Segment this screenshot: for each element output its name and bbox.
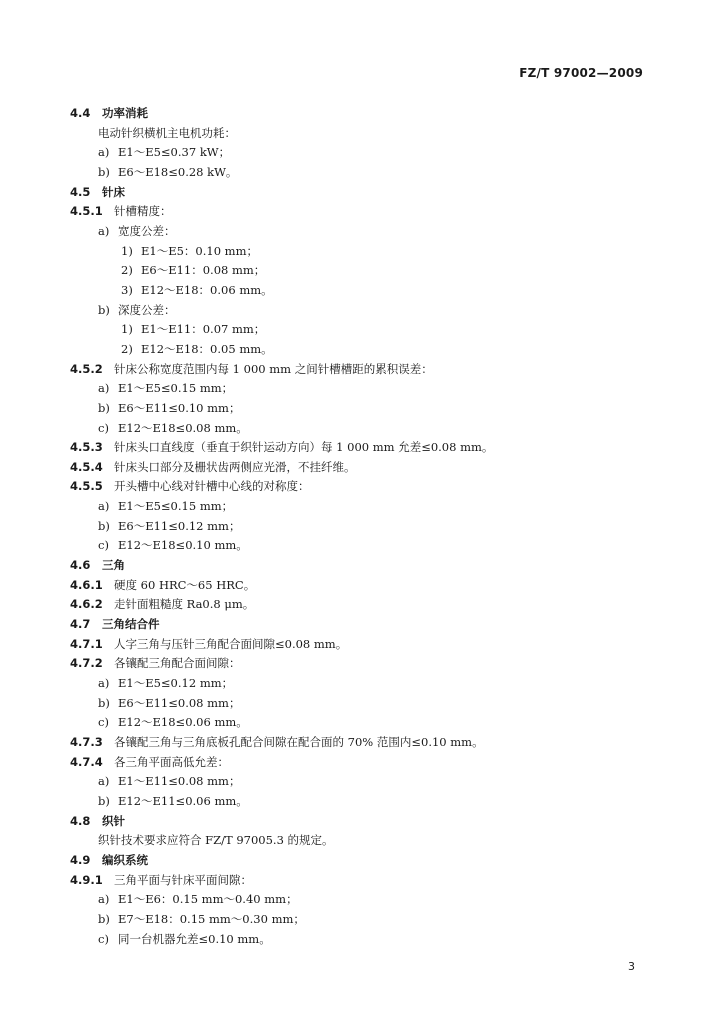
list-item-text: E1～E11≤0.08 mm； bbox=[118, 774, 241, 789]
clause-text: 功率消耗 bbox=[102, 106, 148, 120]
list-item-label: b) bbox=[98, 911, 110, 926]
clause-text: 各镶配三角与三角底板孔配合间隙在配合面的 70% 范围内≤0.10 mm。 bbox=[114, 735, 484, 749]
list-item bbox=[70, 243, 650, 263]
list-item-label: b) bbox=[98, 302, 110, 317]
list-item-label: c) bbox=[98, 931, 109, 946]
list-item bbox=[70, 891, 650, 911]
clause-number: 4.5.2 bbox=[70, 361, 103, 376]
clause-heading bbox=[70, 459, 650, 479]
list-item-text: 宽度公差： bbox=[118, 223, 176, 238]
list-item bbox=[70, 773, 650, 793]
list-item-label: 1) bbox=[121, 243, 133, 258]
list-item bbox=[70, 714, 650, 734]
list-item-text: E12～E18≤0.08 mm。 bbox=[118, 420, 248, 435]
clause-number: 4.7 bbox=[70, 617, 91, 632]
list-item-label: c) bbox=[98, 420, 109, 435]
list-item bbox=[70, 518, 650, 538]
list-item bbox=[70, 537, 650, 557]
list-item bbox=[70, 400, 650, 420]
clause-heading bbox=[70, 361, 650, 381]
clause-number: 4.7.3 bbox=[70, 735, 103, 749]
clause-text: 针床公称宽度范围内每 1 000 mm 之间针槽槽距的累积误差： bbox=[114, 361, 433, 376]
list-item-text: E1～E5：0.10 mm； bbox=[141, 243, 258, 258]
paragraph bbox=[70, 125, 650, 145]
list-item bbox=[70, 911, 650, 931]
list-item-label: a) bbox=[98, 381, 110, 396]
list-item bbox=[70, 695, 650, 715]
list-item bbox=[70, 498, 650, 518]
list-item-label: a) bbox=[98, 145, 110, 160]
list-item bbox=[70, 302, 650, 322]
list-item-text: E6～E11≤0.08 mm； bbox=[118, 695, 241, 710]
list-item-label: b) bbox=[98, 164, 110, 179]
clause-heading bbox=[70, 754, 650, 774]
clause-text: 三角平面与针床平面间隙： bbox=[114, 872, 252, 887]
paragraph bbox=[70, 832, 650, 852]
clause-number: 4.6.1 bbox=[70, 577, 103, 592]
list-item bbox=[70, 420, 650, 440]
paragraph-text: 电动针织横机主电机功耗： bbox=[98, 125, 236, 140]
clause-number: 4.5.3 bbox=[70, 440, 103, 455]
clause-heading bbox=[70, 872, 650, 892]
list-item bbox=[70, 931, 650, 951]
clause-heading bbox=[70, 184, 650, 204]
clause-text: 针槽精度： bbox=[114, 204, 172, 219]
list-item-label: 1) bbox=[121, 322, 133, 337]
list-item-text: E12～E18：0.06 mm。 bbox=[141, 282, 273, 297]
list-item-text: E1～E11：0.07 mm； bbox=[141, 322, 266, 337]
clause-heading bbox=[70, 616, 650, 636]
document-body bbox=[70, 105, 650, 950]
clause-number: 4.5.1 bbox=[70, 204, 103, 219]
list-item-label: b) bbox=[98, 695, 110, 710]
clause-number: 4.7.2 bbox=[70, 656, 103, 671]
clause-heading bbox=[70, 852, 650, 872]
list-item-label: b) bbox=[98, 793, 110, 808]
clause-heading bbox=[70, 577, 650, 597]
list-item-label: a) bbox=[98, 892, 110, 907]
list-item-label: a) bbox=[98, 774, 110, 789]
clause-text: 编织系统 bbox=[102, 852, 148, 867]
clause-number: 4.7.1 bbox=[70, 636, 103, 651]
clause-text: 硬度 60 HRC～65 HRC。 bbox=[114, 577, 256, 592]
list-item-text: E12～E11≤0.06 mm。 bbox=[118, 793, 248, 808]
list-item-label: b) bbox=[98, 400, 110, 415]
clause-heading bbox=[70, 557, 650, 577]
clause-text: 织针 bbox=[102, 813, 125, 828]
list-item bbox=[70, 223, 650, 243]
list-item-text: 同一台机器允差≤0.10 mm。 bbox=[118, 931, 271, 946]
page-number: 3 bbox=[628, 960, 635, 973]
clause-text: 人字三角与压针三角配合面间隙≤0.08 mm。 bbox=[114, 636, 348, 651]
list-item-text: 深度公差： bbox=[118, 302, 176, 317]
list-item-text: E6～E11：0.08 mm； bbox=[141, 263, 266, 278]
clause-heading bbox=[70, 734, 650, 754]
clause-number: 4.9.1 bbox=[70, 872, 103, 887]
clause-number: 4.9 bbox=[70, 852, 91, 867]
list-item-label: a) bbox=[98, 676, 110, 691]
clause-heading bbox=[70, 478, 650, 498]
clause-text: 各三角平面高低允差： bbox=[114, 754, 229, 769]
list-item bbox=[70, 793, 650, 813]
list-item bbox=[70, 321, 650, 341]
list-item bbox=[70, 341, 650, 361]
list-item-label: c) bbox=[98, 538, 109, 553]
clause-text: 三角结合件 bbox=[102, 617, 160, 632]
clause-text: 开头槽中心线对针槽中心线的对称度： bbox=[114, 479, 310, 494]
list-item bbox=[70, 144, 650, 164]
list-item-label: a) bbox=[98, 223, 110, 238]
clause-number: 4.4 bbox=[70, 106, 91, 120]
clause-number: 4.6.2 bbox=[70, 597, 103, 612]
paragraph-text: 织针技术要求应符合 FZ/T 97005.3 的规定。 bbox=[98, 833, 334, 848]
clause-text: 各镶配三角配合面间隙： bbox=[114, 656, 241, 671]
clause-number: 4.8 bbox=[70, 813, 91, 828]
clause-heading bbox=[70, 813, 650, 833]
clause-text: 走针面粗糙度 Ra0.8 μm。 bbox=[114, 597, 255, 612]
clause-heading bbox=[70, 203, 650, 223]
clause-text: 三角 bbox=[102, 558, 125, 573]
clause-number: 4.7.4 bbox=[70, 754, 103, 769]
standard-code-header: FZ/T 97002—2009 bbox=[519, 66, 643, 80]
list-item bbox=[70, 164, 650, 184]
list-item-text: E6～E18≤0.28 kW。 bbox=[118, 164, 238, 179]
list-item-text: E12～E18≤0.06 mm。 bbox=[118, 715, 248, 730]
list-item-text: E6～E11≤0.10 mm； bbox=[118, 400, 241, 415]
list-item-label: a) bbox=[98, 499, 110, 514]
clause-heading bbox=[70, 596, 650, 616]
clause-text: 针床头口部分及栅状齿两侧应光滑，不挂纤维。 bbox=[114, 459, 356, 474]
list-item-label: c) bbox=[98, 715, 109, 730]
clause-heading bbox=[70, 655, 650, 675]
clause-heading bbox=[70, 439, 650, 459]
clause-number: 4.5 bbox=[70, 184, 91, 199]
list-item bbox=[70, 262, 650, 282]
list-item-label: b) bbox=[98, 518, 110, 533]
list-item-text: E12～E18≤0.10 mm。 bbox=[118, 538, 248, 553]
clause-text: 针床头口直线度（垂直于织针运动方向）每 1 000 mm 允差≤0.08 mm。 bbox=[114, 440, 494, 455]
clause-text: 针床 bbox=[102, 184, 125, 199]
clause-heading bbox=[70, 636, 650, 656]
list-item-text: E1～E5≤0.15 mm； bbox=[118, 499, 234, 514]
list-item-text: E7～E18：0.15 mm～0.30 mm； bbox=[118, 911, 305, 926]
list-item-text: E1～E5≤0.37 kW； bbox=[118, 145, 231, 160]
list-item-text: E1～E5≤0.15 mm； bbox=[118, 381, 234, 396]
list-item-label: 3) bbox=[121, 282, 133, 297]
clause-number: 4.5.5 bbox=[70, 479, 103, 494]
list-item-text: E6～E11≤0.12 mm； bbox=[118, 518, 241, 533]
clause-heading bbox=[70, 105, 650, 125]
clause-number: 4.5.4 bbox=[70, 459, 103, 474]
list-item-label: 2) bbox=[121, 341, 133, 356]
list-item-label: 2) bbox=[121, 263, 133, 278]
list-item bbox=[70, 282, 650, 302]
list-item bbox=[70, 380, 650, 400]
list-item-text: E1～E5≤0.12 mm； bbox=[118, 676, 234, 691]
clause-number: 4.6 bbox=[70, 558, 91, 573]
list-item-text: E12～E18：0.05 mm。 bbox=[141, 341, 273, 356]
list-item bbox=[70, 675, 650, 695]
list-item-text: E1～E6：0.15 mm～0.40 mm； bbox=[118, 892, 298, 907]
